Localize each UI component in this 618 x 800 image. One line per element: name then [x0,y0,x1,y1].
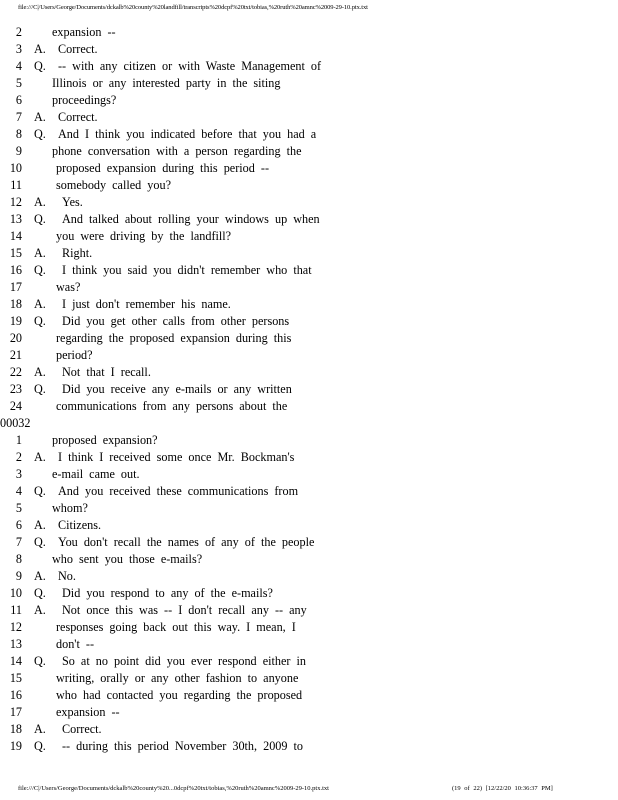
line-number: 2 [15,450,22,464]
line-text: don't -- [56,637,95,651]
transcript-line [0,109,618,126]
speaker-label: Q. [34,314,46,328]
line-text: Right. [62,246,93,260]
transcript-line [0,466,618,483]
speaker-label: Q. [34,586,46,600]
line-text: I think you said you didn't remember who that [62,263,312,277]
transcript-line [0,143,618,160]
speaker-label: Q. [34,535,46,549]
transcript-line [0,585,618,602]
transcript-line [0,517,618,534]
line-number: 14 [9,654,22,668]
transcript-line [0,245,618,262]
transcript-line [0,432,618,449]
transcript-line [0,262,618,279]
transcript-line [0,177,618,194]
line-number: 6 [15,93,22,107]
transcript-line [0,483,618,500]
page-marker-line [0,415,618,432]
transcript-line [0,126,618,143]
line-text: whom? [52,501,88,515]
line-number: 12 [9,195,22,209]
line-number: 9 [15,144,22,158]
line-number: 19 [9,739,22,753]
line-text: who had contacted you regarding the proposed [56,688,303,702]
line-text: I think I received some once Mr. Bockman's [58,450,295,464]
line-number: 22 [9,365,22,379]
line-number: 8 [15,552,22,566]
transcript-line [0,398,618,415]
transcript-line [0,330,618,347]
transcript-line [0,313,618,330]
line-number: 1 [15,433,22,447]
speaker-label: A. [34,297,46,311]
line-number: 19 [9,314,22,328]
speaker-label: A. [34,450,46,464]
speaker-label: A. [34,722,46,736]
line-number: 23 [9,382,22,396]
file-path-header: file:///C|/Users/George/Documents/dckalb%20county%20landfill/transcripts%20dcpf%20txt/tobias,%20ruth%20amnc%2009-29-10.ptx.txt [18,4,368,11]
line-text: responses going back out this way. I mean, I [56,620,296,634]
line-number: 16 [9,263,22,277]
line-text: was? [56,280,81,294]
line-text: Did you respond to any of the e-mails? [62,586,273,600]
transcript-body [0,24,618,755]
line-number: 3 [15,467,22,481]
line-text: period? [56,348,93,362]
line-text: somebody called you? [56,178,171,192]
line-text: And you received these communications from [58,484,299,498]
transcript-line [0,670,618,687]
line-number: 17 [9,705,22,719]
transcript-line [0,704,618,721]
line-text: writing, orally or any other fashion to anyone [56,671,299,685]
transcript-line [0,92,618,109]
line-number: 21 [9,348,22,362]
speaker-label: Q. [34,382,46,396]
line-text: I just don't remember his name. [62,297,231,311]
transcript-line [0,619,618,636]
line-text: expansion -- [52,25,116,39]
line-number: 5 [15,501,22,515]
transcript-line [0,41,618,58]
speaker-label: Q. [34,212,46,226]
line-number: 8 [15,127,22,141]
transcript-line [0,211,618,228]
line-number: 17 [9,280,22,294]
line-text: Yes. [62,195,83,209]
line-number: 7 [15,535,22,549]
transcript-line [0,653,618,670]
line-text: Illinois or any interested party in the siting [52,76,281,90]
transcript-line [0,75,618,92]
transcript-line [0,24,618,41]
line-number: 2 [15,25,22,39]
transcript-line [0,194,618,211]
speaker-label: A. [34,365,46,379]
speaker-label: Q. [34,484,46,498]
transcript-line [0,568,618,585]
speaker-label: A. [34,42,46,56]
line-number: 13 [9,212,22,226]
line-number: 10 [9,586,22,600]
line-text: And talked about rolling your windows up when [62,212,320,226]
line-number: 7 [15,110,22,124]
line-text: proceedings? [52,93,117,107]
speaker-label: Q. [34,59,46,73]
line-text: -- with any citizen or with Waste Management of [58,59,322,73]
line-text: Correct. [62,722,102,736]
line-number: 16 [9,688,22,702]
line-number: 15 [9,246,22,260]
speaker-label: A. [34,603,46,617]
page-info: (19 of 22) [12/22/20 10:36:37 PM] [452,785,553,792]
speaker-label: A. [34,569,46,583]
speaker-label: Q. [34,127,46,141]
transcript-line [0,534,618,551]
line-text: proposed expansion during this period -- [56,161,270,175]
line-number: 13 [9,637,22,651]
speaker-label: A. [34,518,46,532]
speaker-label: Q. [34,739,46,753]
page-number-marker: 00032 [0,416,31,430]
line-number: 12 [9,620,22,634]
transcript-line [0,381,618,398]
line-text: You don't recall the names of any of the people [58,535,315,549]
line-text: Not once this was -- I don't recall any -- any [62,603,307,617]
transcript-line [0,347,618,364]
speaker-label: A. [34,110,46,124]
line-text: phone conversation with a person regarding the [52,144,302,158]
line-text: Correct. [58,42,98,56]
line-number: 11 [10,603,22,617]
line-text: No. [58,569,76,583]
transcript-line [0,296,618,313]
transcript-line [0,228,618,245]
speaker-label: A. [34,246,46,260]
transcript-line [0,636,618,653]
transcript-line [0,738,618,755]
line-number: 24 [9,399,22,413]
transcript-line [0,602,618,619]
line-text: e-mail came out. [52,467,140,481]
line-number: 14 [9,229,22,243]
line-number: 4 [15,59,22,73]
line-number: 4 [15,484,22,498]
line-text: -- during this period November 30th, 2009 to [62,739,304,753]
line-text: expansion -- [56,705,120,719]
transcript-line [0,687,618,704]
transcript-line [0,58,618,75]
line-text: you were driving by the landfill? [56,229,232,243]
line-text: Did you get other calls from other persons [62,314,290,328]
line-number: 11 [10,178,22,192]
line-number: 20 [9,331,22,345]
transcript-line [0,449,618,466]
line-number: 6 [15,518,22,532]
line-text: who sent you those e-mails? [52,552,203,566]
line-number: 18 [9,297,22,311]
line-number: 18 [9,722,22,736]
line-number: 15 [9,671,22,685]
line-number: 10 [9,161,22,175]
transcript-line [0,721,618,738]
line-text: Not that I recall. [62,365,151,379]
line-number: 5 [15,76,22,90]
transcript-line [0,364,618,381]
transcript-line [0,551,618,568]
line-text: Citizens. [58,518,101,532]
speaker-label: Q. [34,654,46,668]
line-text: So at no point did you ever respond either in [62,654,306,668]
speaker-label: A. [34,195,46,209]
speaker-label: Q. [34,263,46,277]
line-number: 9 [15,569,22,583]
line-text: Did you receive any e-mails or any written [62,382,292,396]
line-number: 3 [15,42,22,56]
line-text: Correct. [58,110,98,124]
line-text: proposed expansion? [52,433,158,447]
line-text: And I think you indicated before that you had a [58,127,317,141]
transcript-line [0,160,618,177]
transcript-line [0,500,618,517]
file-path-footer: file:///C|/Users/George/Documents/dckalb%20county%20...0dcpf%20txt/tobias,%20ruth%20amnc%2009-29-10.ptx.txt [18,785,329,792]
line-text: regarding the proposed expansion during this [56,331,292,345]
transcript-line [0,279,618,296]
line-text: communications from any persons about the [56,399,288,413]
